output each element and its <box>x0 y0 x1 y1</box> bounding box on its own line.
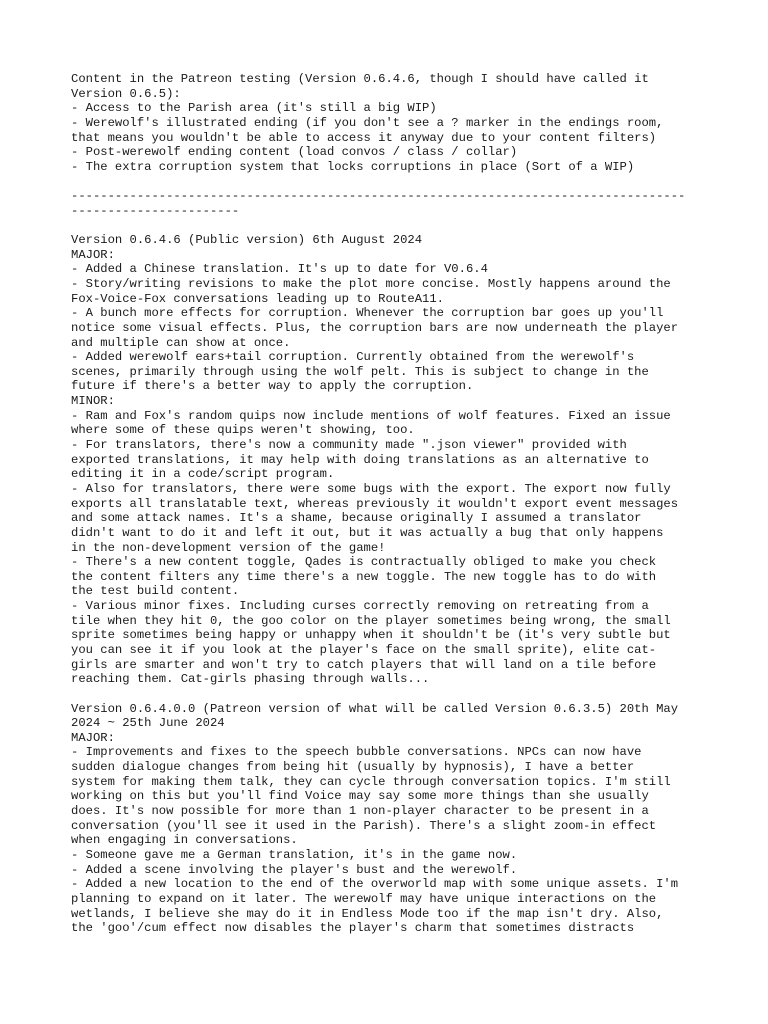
text-line: Version 0.6.4.0.0 (Patreon version of what will be called Version 0.6.3.5) 20th May <box>71 701 679 716</box>
text-line: - Someone gave me a German translation, it's in the game now. <box>71 847 518 862</box>
text-line: the content filters any time there's a new toggle. The new toggle has to do with <box>71 569 657 584</box>
text-line: when engaging in conversations. <box>71 833 298 848</box>
text-line: you can see it if you look at the player's face on the small sprite), elite cat- <box>71 642 657 657</box>
text-line: - Access to the Parish area (it's still a big WIP) <box>71 101 437 116</box>
text-line: the test build content. <box>71 584 240 599</box>
text-line: editing it in a code/script program. <box>71 467 335 482</box>
text-line: sudden dialogue changes from being hit (usually by hypnosis), I have a better <box>71 760 635 775</box>
text-line: 2024 ~ 25th June 2024 <box>71 716 225 731</box>
text-line: system for making them talk, they can cycle through conversation topics. I'm still <box>71 774 671 789</box>
text-line: ----------------------- <box>71 203 240 218</box>
text-line: future if there's a better way to apply the corruption. <box>71 379 474 394</box>
text-line: - There's a new content toggle, Qades is contractually obliged to make you check <box>71 555 657 570</box>
text-line <box>71 174 711 189</box>
text-line: scenes, primarily through using the wolf pelt. This is subject to change in the <box>71 364 649 379</box>
text-line: Content in the Patreon testing (Version 0.6.4.6, though I should have called it <box>71 72 649 86</box>
text-line: that means you wouldn't be able to access it anyway due to your content filters) <box>71 130 657 145</box>
text-line: Fox-Voice-Fox conversations leading up to RouteA11. <box>71 291 444 306</box>
text-line: wetlands, I believe she may do it in Endless Mode too if the map isn't dry. Also, <box>71 906 664 921</box>
changelog-document <box>71 72 711 936</box>
text-line: - Werewolf's illustrated ending (if you don't see a ? marker in the endings room, <box>71 115 664 130</box>
text-line: notice some visual effects. Plus, the corruption bars are now underneath the player <box>71 320 679 335</box>
text-line: reaching them. Cat-girls phasing through walls... <box>71 672 430 687</box>
text-line: working on this but you'll find Voice may say some more things than she usually <box>71 789 649 804</box>
text-line: the 'goo'/cum effect now disables the player's charm that sometimes distracts <box>71 921 635 936</box>
text-line: planning to expand on it later. The werewolf may have unique interactions on the <box>71 891 657 906</box>
text-line: MAJOR: <box>71 730 115 745</box>
text-line: - Added a Chinese translation. It's up to date for V0.6.4 <box>71 262 488 277</box>
text-line: - The extra corruption system that locks corruptions in place (Sort of a WIP) <box>71 159 635 174</box>
text-line: - Added a scene involving the player's bust and the werewolf. <box>71 862 518 877</box>
text-line: - Improvements and fixes to the speech bubble conversations. NPCs can now have <box>71 745 642 760</box>
text-line: does. It's now possible for more than 1 non-player character to be present in a <box>71 804 649 819</box>
text-line: ------------------------------------------------------------------------------------ <box>71 189 686 204</box>
text-line: MINOR: <box>71 394 115 409</box>
text-line: - Also for translators, there were some bugs with the export. The export now fully <box>71 481 671 496</box>
text-line: - A bunch more effects for corruption. Whenever the corruption bar goes up you'll <box>71 306 664 321</box>
text-line: - Various minor fixes. Including curses correctly removing on retreating from a <box>71 599 649 614</box>
text-line: didn't want to do it and left it out, but it was actually a bug that only happens <box>71 525 664 540</box>
text-line: - Post-werewolf ending content (load convos / class / collar) <box>71 145 518 160</box>
text-line: exported translations, it may help with doing translations as an alternative to <box>71 452 649 467</box>
text-line <box>71 687 711 702</box>
text-line: sprite sometimes being happy or unhappy when it shouldn't be (it's very subtle but <box>71 628 671 643</box>
text-line: where some of these quips weren't showing, too. <box>71 423 415 438</box>
text-line: Version 0.6.4.6 (Public version) 6th August 2024 <box>71 233 423 248</box>
text-line: and some attack names. It's a shame, because originally I assumed a translator <box>71 511 642 526</box>
text-line: - For translators, there's now a community made ".json viewer" provided with <box>71 438 627 453</box>
text-line: conversation (you'll see it used in the Parish). There's a slight zoom-in effect <box>71 818 657 833</box>
text-line: tile when they hit 0, the goo color on the player sometimes being wrong, the small <box>71 613 671 628</box>
text-line: - Added a new location to the end of the overworld map with some unique assets. I'm <box>71 877 679 892</box>
text-line: exports all translatable text, whereas previously it wouldn't export event messages <box>71 496 679 511</box>
text-line: Version 0.6.5): <box>71 86 181 101</box>
text-line: - Ram and Fox's random quips now include mentions of wolf features. Fixed an issue <box>71 408 671 423</box>
text-line: - Added werewolf ears+tail corruption. Currently obtained from the werewolf's <box>71 350 635 365</box>
text-line: MAJOR: <box>71 247 115 262</box>
text-line: and multiple can show at once. <box>71 335 291 350</box>
text-line: girls are smarter and won't try to catch players that will land on a tile before <box>71 657 657 672</box>
text-line: in the non-development version of the game! <box>71 540 386 555</box>
text-line: - Story/writing revisions to make the plot more concise. Mostly happens around the <box>71 276 671 291</box>
text-line <box>71 218 711 233</box>
